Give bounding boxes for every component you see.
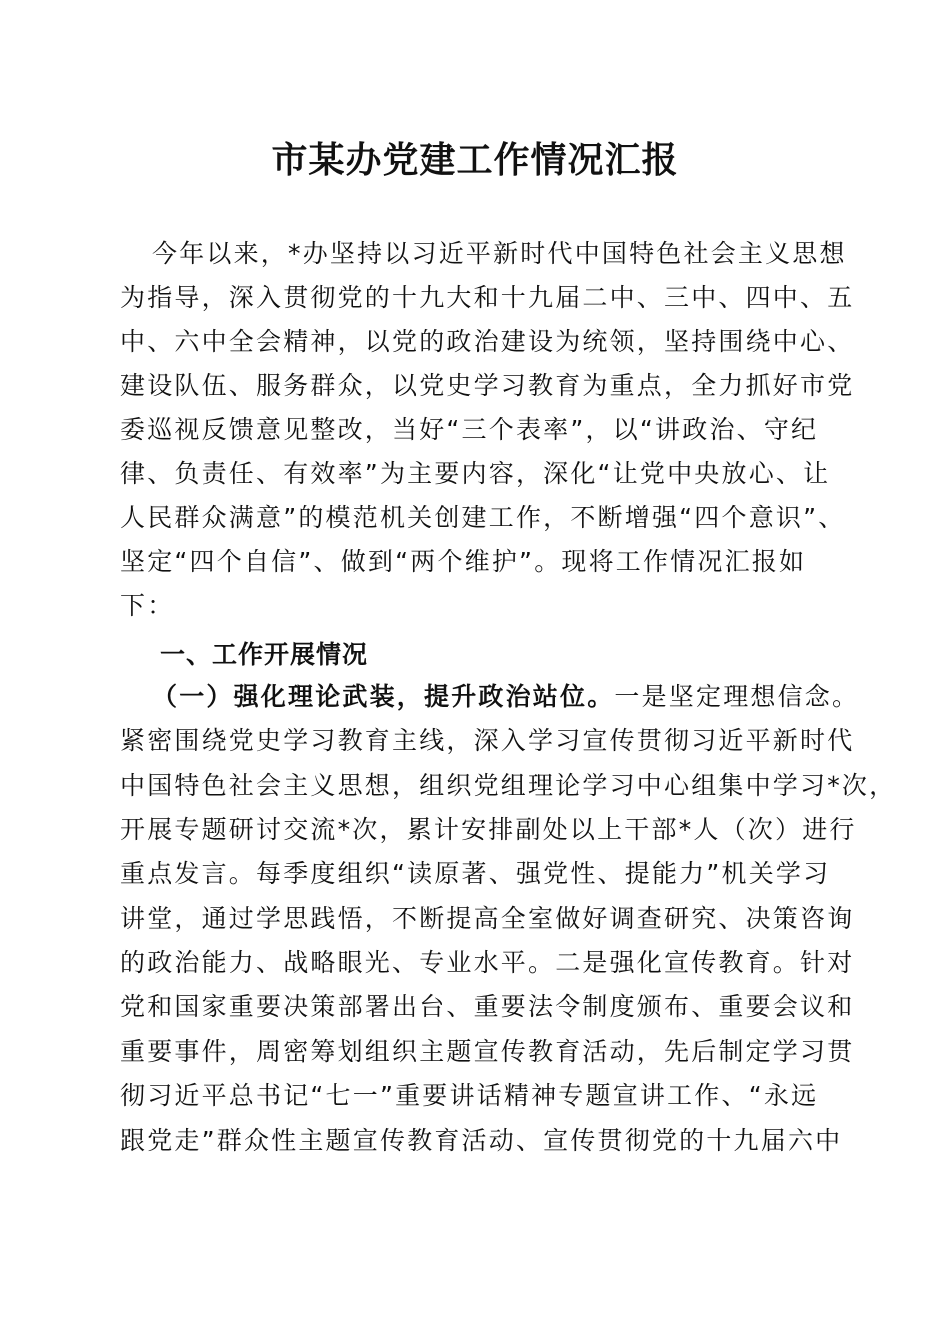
subsection-label: （一）强化理论武装，提升政治站位。 — [152, 682, 615, 711]
subsection-first-rest: 一是坚定理想信念。 — [614, 682, 860, 711]
intro-line: 人民群众满意”的模范机关创建工作，不断增强“四个意识”、 — [120, 503, 846, 532]
body-line: 讲堂，通过学思践悟，不断提高全室做好调查研究、决策咨询 — [120, 904, 855, 933]
subsection-first-line — [152, 680, 872, 714]
body-line: 的政治能力、战略眼光、专业水平。二是强化宣传教育。针对 — [120, 948, 855, 977]
intro-line: 今年以来，*办坚持以习近平新时代中国特色社会主义思想 — [152, 239, 847, 268]
document-title: 市某办党建工作情况汇报 — [271, 139, 679, 181]
intro-line: 委巡视反馈意见整改，当好“三个表率”，以“讲政治、守纪 — [120, 415, 819, 444]
intro-line: 律、负责任、有效率”为主要内容，深化“让党中央放心、让 — [120, 459, 831, 488]
section-heading: 一、工作开展情况 — [160, 640, 369, 669]
intro-line: 为指导，深入贯彻党的十九大和十九届二中、三中、四中、五 — [120, 283, 855, 312]
body-line: 党和国家重要决策部署出台、重要法令制度颁布、重要会议和 — [120, 992, 855, 1021]
intro-line: 建设队伍、服务群众，以党史学习教育为重点，全力抓好市党 — [120, 371, 855, 400]
intro-line: 中、六中全会精神，以党的政治建设为统领，坚持围绕中心、 — [120, 327, 855, 356]
intro-line: 下： — [120, 591, 175, 620]
body-line: 跟党走”群众性主题宣传教育活动、宣传贯彻党的十九届六中 — [120, 1126, 843, 1155]
intro-line: 坚定“四个自信”、做到“两个维护”。现将工作情况汇报如 — [120, 547, 807, 576]
body-line: 重要事件，周密筹划组织主题宣传教育活动，先后制定学习贯 — [120, 1037, 855, 1066]
body-line: 重点发言。每季度组织“读原著、强党性、提能力”机关学习 — [120, 859, 831, 888]
body-line: 彻习近平总书记“七一”重要讲话精神专题宣讲工作、“永远 — [120, 1081, 819, 1110]
body-line: 开展专题研讨交流*次，累计安排副处以上干部*人（次）进行 — [120, 815, 857, 844]
body-line: 中国特色社会主义思想，组织党组理论学习中心组集中学习*次， — [120, 771, 897, 800]
body-line: 紧密围绕党史学习教育主线，深入学习宣传贯彻习近平新时代 — [120, 726, 855, 755]
